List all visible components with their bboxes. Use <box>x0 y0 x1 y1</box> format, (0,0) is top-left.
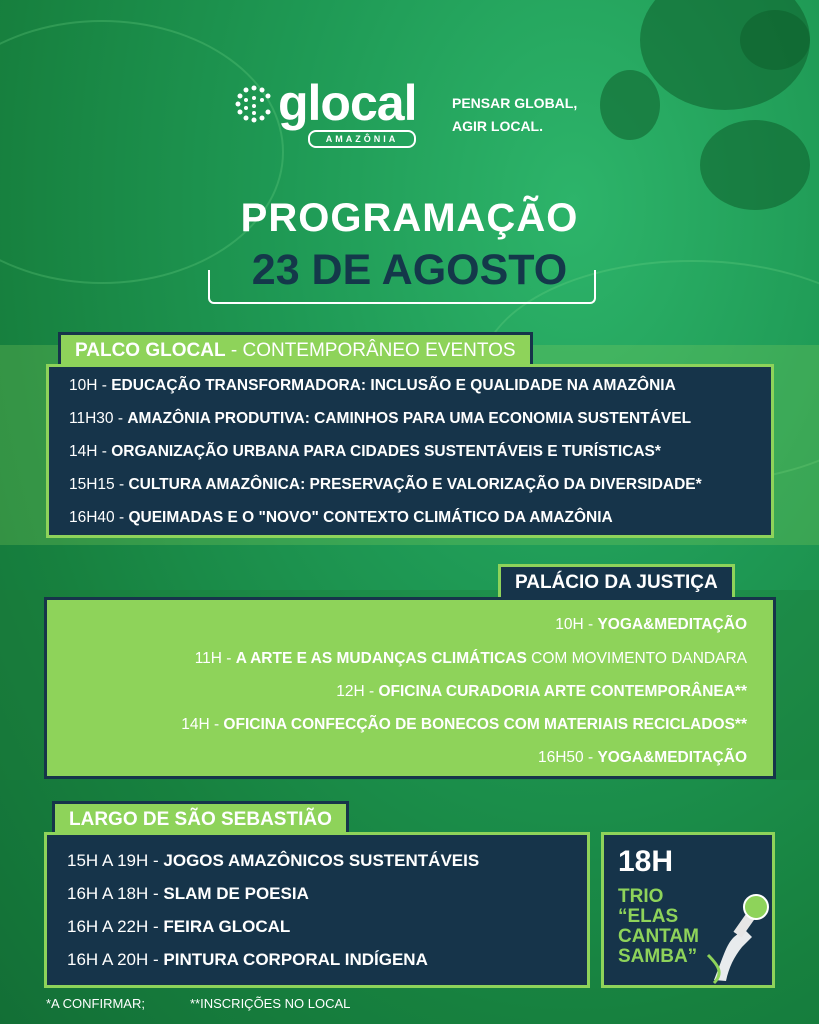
slogan-line-2: AGIR LOCAL. <box>452 118 543 134</box>
item-time: 14H - <box>69 443 112 460</box>
glocal-logo <box>232 75 422 146</box>
item-time: 15H A 19H - <box>67 851 164 870</box>
event-date: 23 DE AGOSTO <box>251 246 568 294</box>
item-time: 10H - <box>69 377 112 394</box>
background-leaf-blob <box>740 10 810 70</box>
largo-schedule <box>44 832 590 988</box>
item-time: 16H40 - <box>69 509 129 526</box>
item-time: 16H A 20H - <box>67 950 164 969</box>
list-item <box>69 509 613 527</box>
palco-glocal-schedule <box>46 364 774 538</box>
list-item <box>67 851 479 871</box>
footnote-confirm: *A CONFIRMAR; <box>46 996 145 1011</box>
item-time: 10H - <box>555 616 598 633</box>
item-event: FEIRA GLOCAL <box>163 917 291 936</box>
list-item <box>67 950 428 970</box>
item-time: 11H30 - <box>69 410 128 427</box>
item-event: PINTURA CORPORAL INDÍGENA <box>163 950 428 969</box>
item-event: OFICINA CONFECÇÃO DE BONECOS COM MATERIAIS RECICLADOS** <box>223 716 747 733</box>
slogan-line-1: PENSAR GLOBAL, <box>452 95 578 111</box>
highlight-time: 18H <box>618 845 674 878</box>
list-item <box>67 917 290 937</box>
item-event: EDUCAÇÃO TRANSFORMADORA: INCLUSÃO E QUALIDADE NA AMAZÔNIA <box>111 377 676 394</box>
list-item <box>195 650 747 668</box>
background-leaf-line <box>0 20 284 284</box>
item-event: ORGANIZAÇÃO URBANA PARA CIDADES SUSTENTÁVEIS E TURÍSTICAS* <box>111 443 661 460</box>
list-item <box>67 884 309 904</box>
list-item <box>69 377 676 395</box>
background-leaf-blob <box>600 70 660 140</box>
item-event: OFICINA CURADORIA ARTE CONTEMPORÂNEA** <box>378 683 747 700</box>
list-item <box>181 716 747 734</box>
section-tab-subtitle: - CONTEMPORÂNEO EVENTOS <box>225 340 516 361</box>
section-tab-title: PALÁCIO DA JUSTIÇA <box>515 572 718 593</box>
item-time: 12H - <box>336 683 379 700</box>
list-item <box>69 476 702 494</box>
item-event: QUEIMADAS E O "NOVO" CONTEXTO CLIMÁTICO DA AMAZÔNIA <box>128 509 613 526</box>
highlight-name: TRIO “ELAS CANTAM SAMBA” <box>618 886 699 967</box>
list-item <box>69 410 691 428</box>
item-time: 16H50 - <box>538 749 598 766</box>
item-time: 11H - <box>194 650 236 667</box>
item-extra: COM MOVIMENTO DANDARA <box>526 650 747 667</box>
section-tab-title: PALCO GLOCAL <box>75 340 226 361</box>
brand-subtitle: AMAZÔNIA <box>308 130 416 148</box>
highlight-card <box>601 832 775 988</box>
item-event: SLAM DE POESIA <box>163 884 309 903</box>
section-tab-palco-glocal <box>58 332 533 366</box>
item-event: AMAZÔNIA PRODUTIVA: CAMINHOS PARA UMA ECONOMIA SUSTENTÁVEL <box>127 410 692 427</box>
footnote-registration: **INSCRIÇÕES NO LOCAL <box>190 996 351 1011</box>
item-event: CULTURA AMAZÔNICA: PRESERVAÇÃO E VALORIZAÇÃO DA DIVERSIDADE* <box>128 476 702 493</box>
item-time: 16H A 22H - <box>67 917 164 936</box>
item-time: 15H15 - <box>69 476 129 493</box>
item-event: A ARTE E AS MUDANÇAS CLIMÁTICAS <box>235 650 527 667</box>
page-title: PROGRAMAÇÃO <box>240 196 579 240</box>
section-tab-title: LARGO DE SÃO SEBASTIÃO <box>69 809 332 830</box>
item-time: 14H - <box>181 716 224 733</box>
item-event: JOGOS AMAZÔNICOS SUSTENTÁVEIS <box>163 851 480 870</box>
item-time: 16H A 18H - <box>67 884 164 903</box>
section-tab-largo-sao-sebastiao <box>52 801 349 835</box>
slogan <box>452 92 577 138</box>
item-event: YOGA&MEDITAÇÃO <box>597 616 747 633</box>
palacio-justica-schedule <box>44 597 776 779</box>
globe-dots-icon <box>232 82 276 126</box>
section-tab-palacio-justica <box>498 564 735 598</box>
list-item <box>69 443 661 461</box>
microphone-icon <box>704 885 774 985</box>
list-item <box>336 683 747 701</box>
brand-name: glocal <box>278 75 417 131</box>
item-event: YOGA&MEDITAÇÃO <box>597 749 747 766</box>
list-item <box>555 616 747 634</box>
list-item <box>538 749 747 767</box>
